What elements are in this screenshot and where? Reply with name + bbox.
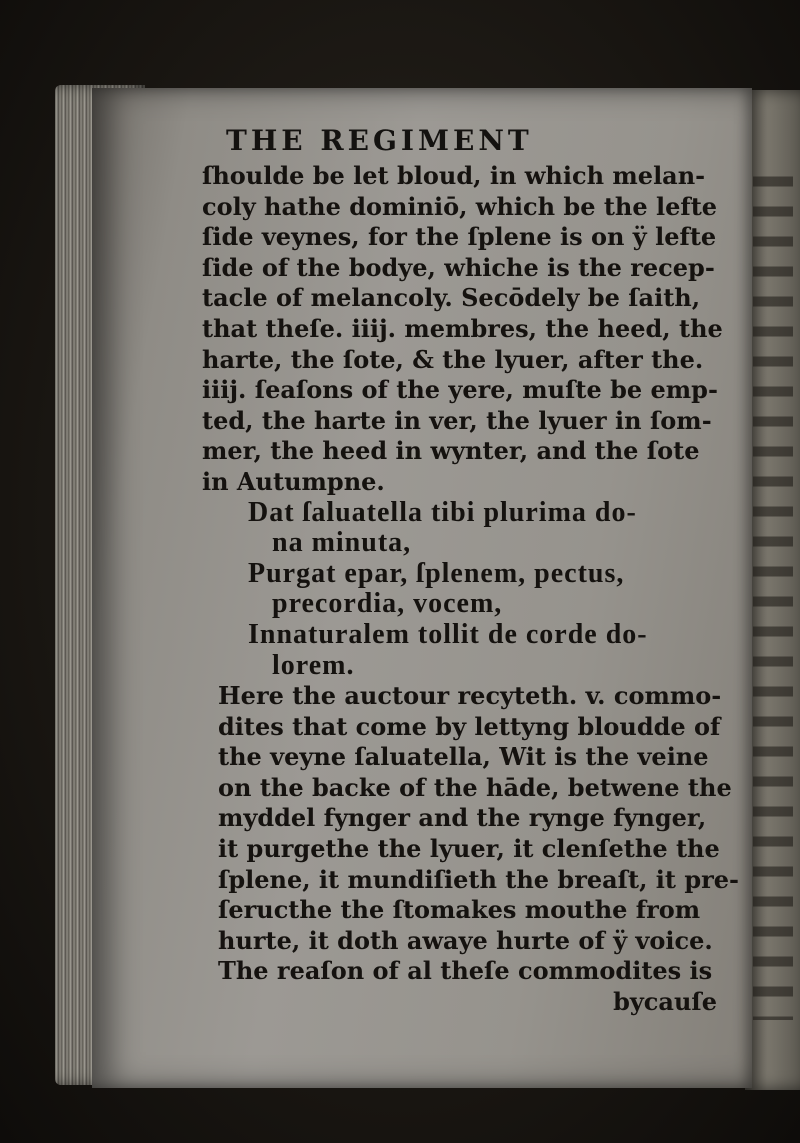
text-line: ſeructhe the ſtomakes mouthe from	[218, 895, 701, 925]
latin-verse-line: precordia, vocem,	[272, 589, 503, 620]
text-line: mer, the heed in wynter, and the ſote	[202, 436, 700, 466]
text-line: in Autumpne.	[202, 466, 385, 496]
text-line: ſide veynes, for the ſplene is on ÿ lefte	[202, 222, 717, 252]
text-line: coly hathe dominiō, which be the lefte	[202, 191, 718, 221]
latin-verse-line: Dat ſaluatella tibi plurima do-	[248, 497, 637, 528]
text-line: myddel fynger and the rynge fynger,	[218, 803, 707, 833]
latin-verse-line: na minuta,	[272, 528, 412, 559]
facing-page-text-bleed	[753, 160, 793, 1020]
running-head: THE REGIMENT	[226, 124, 533, 157]
latin-verse-line: Purgat epar, ſplenem, pectus,	[248, 558, 625, 589]
facing-page-edge	[745, 90, 800, 1090]
latin-verse-line: lorem.	[272, 650, 355, 681]
text-line: the veyne ſaluatella, Wit is the veine	[218, 742, 709, 772]
text-line: iiij. ſeaſons of the yere, muſte be emp-	[202, 375, 718, 405]
text-line: ted, the harte in ver, the lyuer in ſom-	[202, 405, 712, 435]
text-line: that theſe. iiij. membres, the heed, the	[202, 313, 723, 343]
text-line: ſide of the bodye, whiche is the recep-	[202, 252, 715, 282]
text-line: Here the auctour recyteth. v. commo-	[218, 681, 722, 711]
text-line: it purgethe the lyuer, it clenſethe the	[218, 834, 720, 864]
printed-page	[92, 88, 752, 1088]
text-line: The reaſon of al theſe commodites is	[218, 956, 713, 986]
text-line: tacle of melancoly. Secōdely be ſaith,	[202, 283, 701, 313]
text-line: hurte, it doth awaye hurte of ÿ voice.	[218, 925, 713, 955]
text-line: harte, the ſote, & the lyuer, after the.	[202, 344, 704, 374]
catchword: bycauſe	[613, 987, 717, 1017]
latin-verse-line: Innaturalem tollit de corde do-	[248, 619, 648, 650]
text-line: ſplene, it mundiſieth the breaſt, it pre-	[218, 864, 740, 894]
text-line: on the backe of the hāde, betwene the	[218, 772, 732, 802]
text-lines	[200, 161, 745, 1018]
text-line: dites that come by lettyng bloudde of	[218, 711, 721, 741]
text-line: ſhoulde be let bloud, in which melan-	[202, 161, 706, 190]
page-text-block	[200, 123, 745, 1018]
